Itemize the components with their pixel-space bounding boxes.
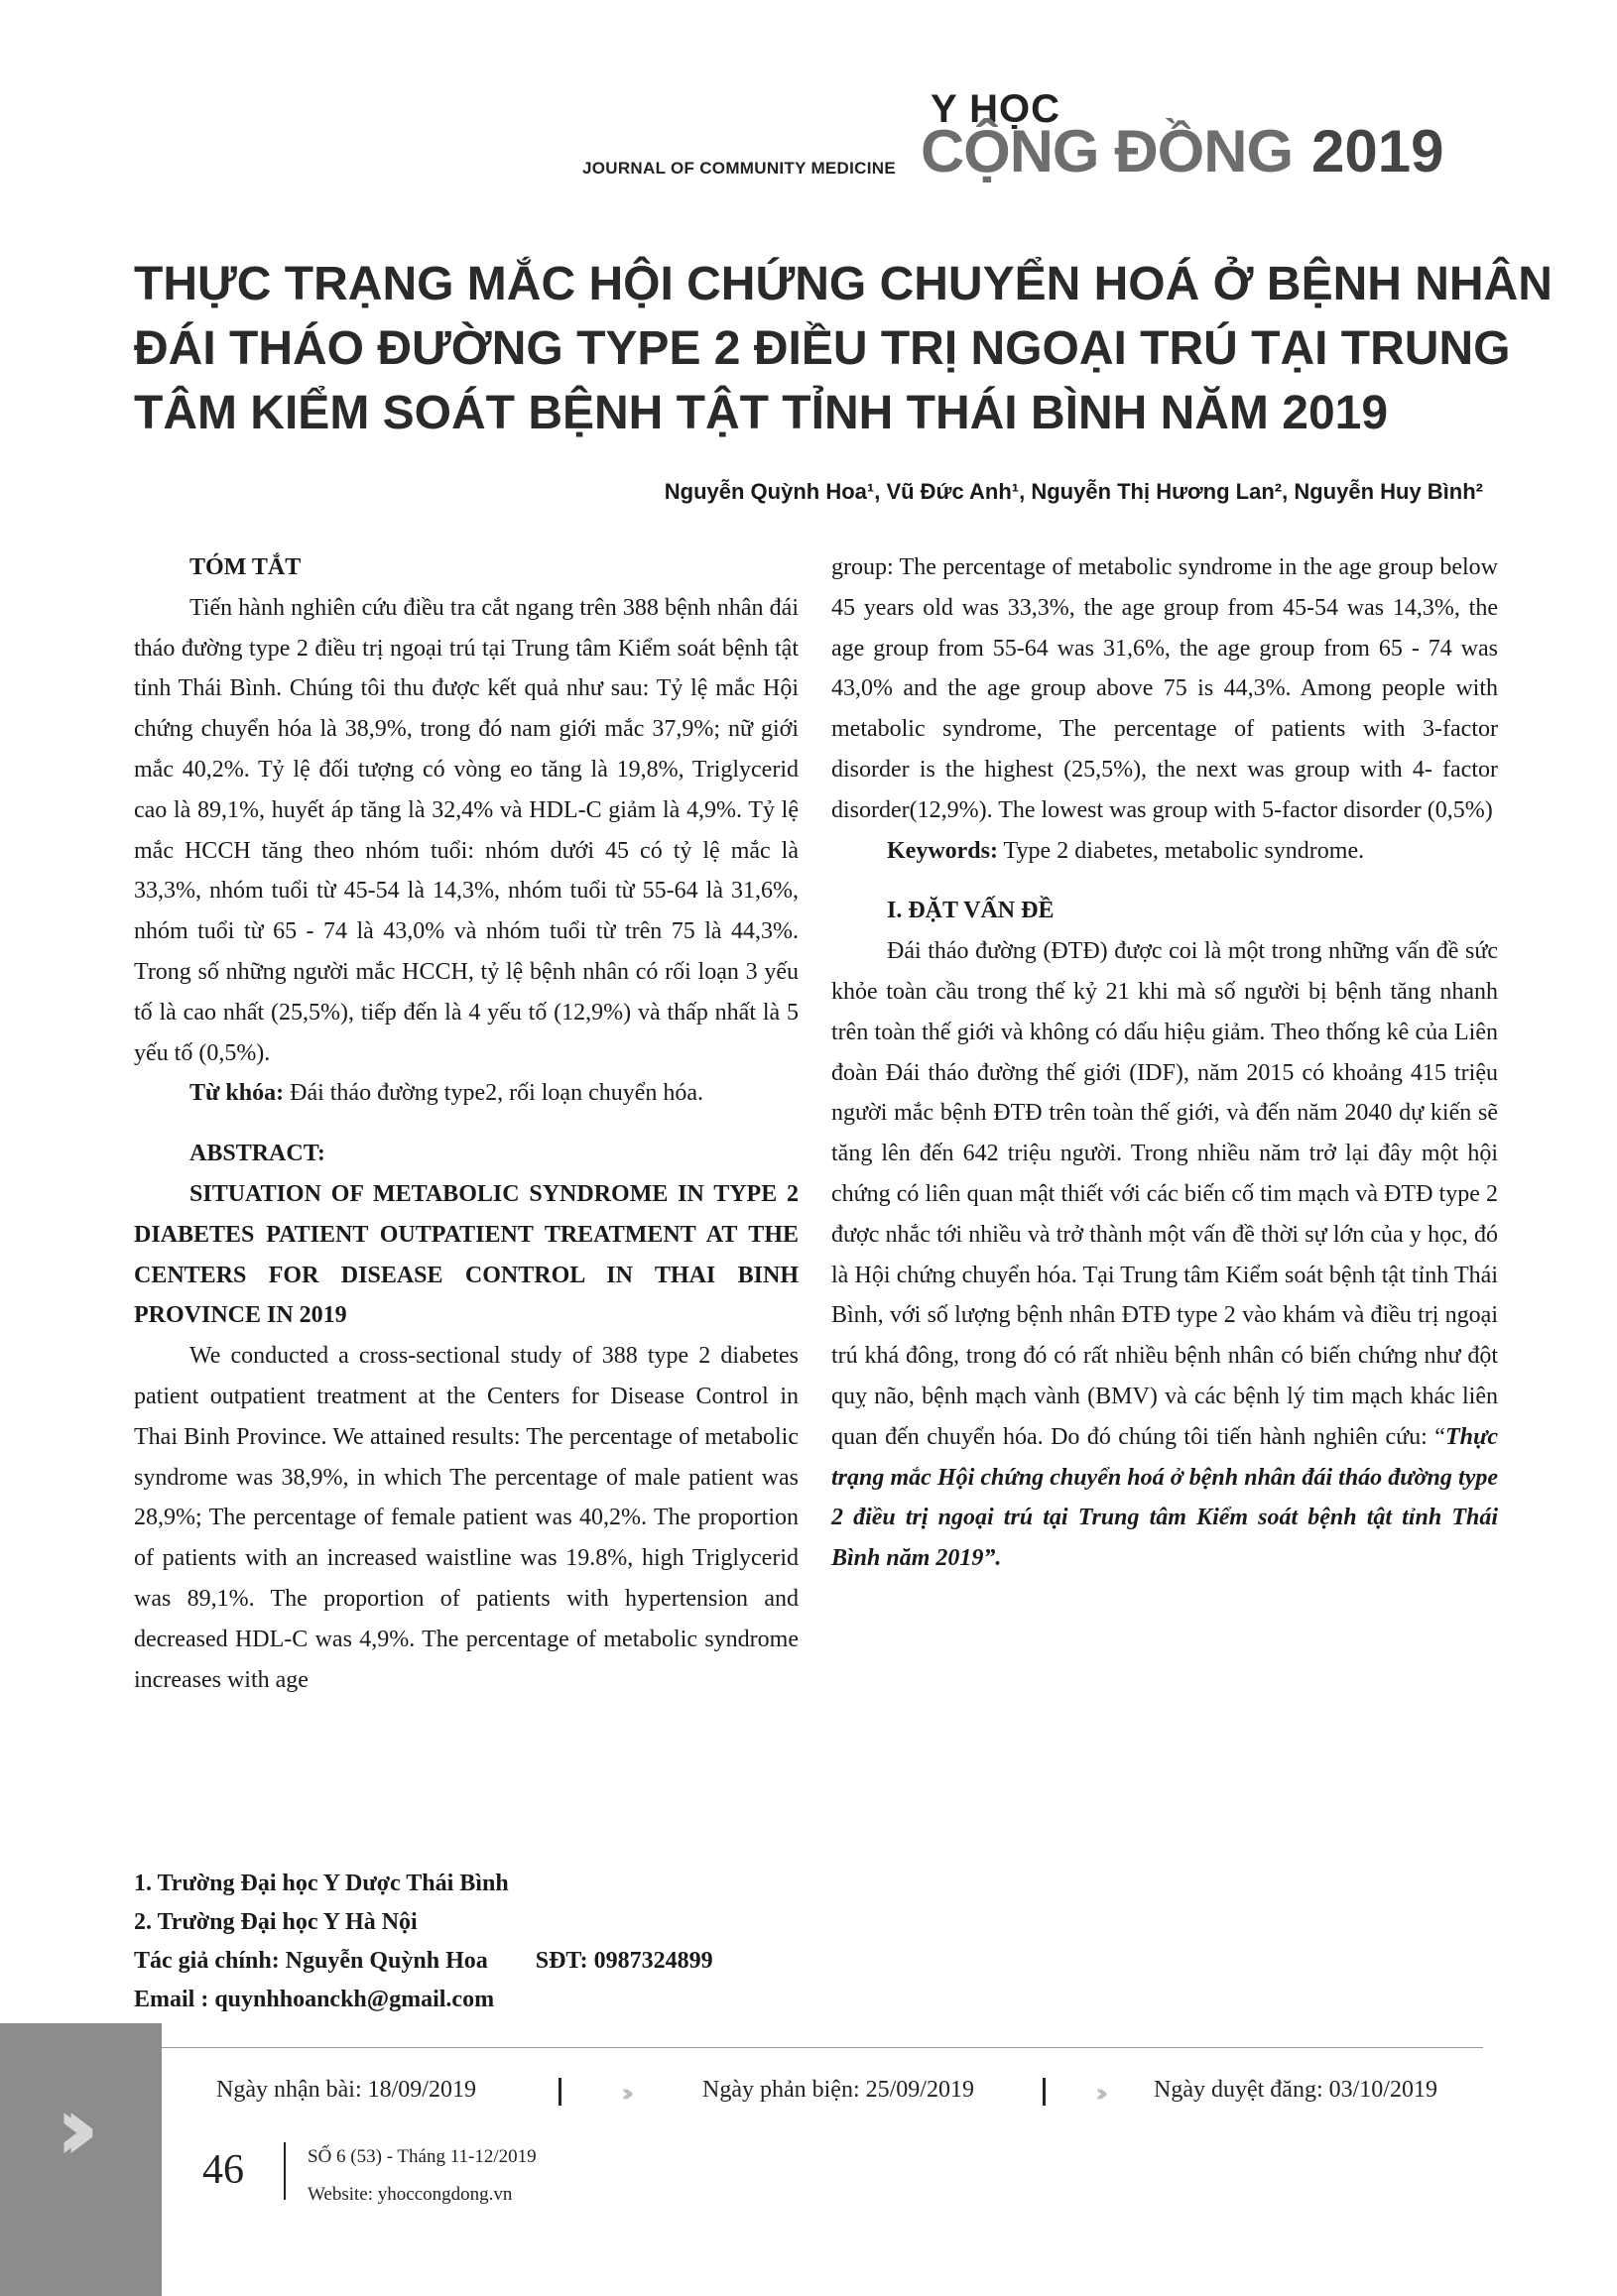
tukhoa-label: Từ khóa: — [189, 1080, 285, 1107]
tukhoa-value: Đái tháo đường type2, rối loạn chuyển hóa. — [284, 1080, 704, 1107]
journal-name-english: JOURNAL OF COMMUNITY MEDICINE — [582, 159, 896, 178]
tomtat-body: Tiến hành nghiên cứu điều tra cắt ngang trên 388 bệnh nhân đái tháo đường type 2 điều trị ngoại trú tại Trung tâm Kiểm soát bệnh tật tỉnh Thái Bình. Chúng tôi thu được kết quả như sau: Tỷ lệ mắc Hội chứng chuyển hóa là 38,9%, trong đó nam giới mắc 37,9%; nữ giới mắc 40,2%. Tỷ lệ đối tượng có vòng eo tăng là 19,8%, Triglycerid cao là 89,1%, huyết áp tăng là 32,4% và HDL-C giảm là 4,9%. Tỷ lệ mắc HCCH tăng theo nhóm tuổi: nhóm dưới 45 có tỷ lệ mắc là 33,3%, nhóm tuổi từ 45-54 là 14,3%, nhóm tuổi từ 55-64 là 31,6%, nhóm tuổi từ 65 - 74 là 43,0% và nhóm tuổi từ trên 75 là 44,3%. Trong số những người mắc HCCH, tỷ lệ bệnh nhân có rối loạn 3 yếu tố là cao nhất (25,5%), tiếp đến là 4 yếu tố (12,9%) và thấp nhất là 5 yếu tố (0,5%). — [134, 594, 799, 1066]
article-title-line: ĐÁI THÁO ĐƯỜNG TYPE 2 ĐIỀU TRỊ NGOẠI TRÚ TẠI TRUNG — [134, 322, 1511, 375]
introduction-body — [831, 931, 1498, 1579]
email: Email : quynhhoanckh@gmail.com — [134, 1987, 495, 2012]
separator — [1043, 2078, 1046, 2106]
section-heading-introduction: I. ĐẶT VẤN ĐỀ — [887, 898, 1055, 924]
affiliations — [134, 1865, 713, 2019]
date-reviewed: Ngày phản biện: 25/09/2019 — [702, 2077, 974, 2103]
journal-year: 2019 — [1311, 118, 1444, 184]
abstract-body: We conducted a cross-sectional study of 388 type 2 diabetes patient outpatient treatment at the Centers for Disease Control in Thai Binh Province. We attained results: The percentage of metabolic syndrome was 38,9%, in which The percentage of male patient was 28,9%; The percentage of female patient was 40,2%. The proportion of patients with an increased waistline was 19.8%, high Triglycerid was 89,1%. The proportion of patients with hypertension and decreased HDL-C was 4,9%. The percentage of metabolic syndrome increases with age — [134, 1343, 799, 1693]
introduction-text: Đái tháo đường (ĐTĐ) được coi là một trong những vấn đề sức khỏe toàn cầu trong thế kỷ 21 khi mà số người bị bệnh tăng nhanh trên toàn thế giới và không có dấu hiệu giảm. Theo thống kê của Liên đoàn Đái tháo đường thế giới (IDF), năm 2015 có khoảng 415 triệu người mắc bệnh ĐTĐ trên toàn thế giới, và đến năm 2040 dự kiến sẽ tăng lên đến 642 triệu người. Trong nhiều năm trở lại đây một hội chứng có liên quan mật thiết với các biến cố tim mạch và ĐTĐ type 2 được nhắc tới nhiều và trở thành một vấn đề thời sự lớn của y học, đó là Hội chứng chuyển hóa. Tại Trung tâm Kiểm soát bệnh tật tỉnh Thái Bình, với số lượng bệnh nhân ĐTĐ type 2 vào khám và điều trị ngoại trú khá đông, trong đó có rất nhiều bệnh nhân có biến chứng như đột quỵ não, bệnh mạch vành (BMV) và các bệnh lý tim mạch khác liên quan đến chuyển hóa. Do đó chúng tôi tiến hành nghiên cứu: “ — [831, 938, 1498, 1450]
affiliation-1: 1. Trường Đại học Y Dược Thái Bình — [134, 1871, 509, 1896]
footer-gray-block — [0, 2023, 162, 2296]
keywords-line — [831, 831, 1498, 872]
tukhoa-line — [134, 1073, 799, 1114]
introduction-study-title: Thực trạng mắc Hội chứng chuyển hoá ở bệnh nhân đái tháo đường type 2 điều trị ngoại trú tại Trung tâm Kiểm soát bệnh tật tỉnh Thái Bình năm 2019”. — [831, 1423, 1498, 1572]
corresponding-author-line — [134, 1942, 713, 1981]
divider — [134, 2047, 1483, 2048]
corresponding-author: Tác giả chính: Nguyễn Quỳnh Hoa — [134, 1948, 488, 1974]
large-double-chevron-icon: ›› — [56, 2077, 70, 2181]
double-chevron-icon: ›› — [621, 2079, 627, 2109]
article-title — [134, 252, 1553, 445]
website: Website: yhoccongdong.vn — [308, 2184, 513, 2205]
double-chevron-icon: ›› — [1095, 2079, 1101, 2109]
abstract-heading: ABSTRACT: — [189, 1141, 325, 1167]
journal-brand-main: CỘNG ĐỒNG — [921, 118, 1294, 184]
article-title-line: THỰC TRẠNG MẮC HỘI CHỨNG CHUYỂN HOÁ Ở BỆNH NHÂN — [134, 258, 1553, 310]
date-received: Ngày nhận bài: 18/09/2019 — [216, 2077, 476, 2103]
tomtat-heading: TÓM TẮT — [189, 554, 302, 580]
author-list: Nguyễn Quỳnh Hoa¹, Vũ Đức Anh¹, Nguyễn Thị Hương Lan², Nguyễn Huy Bình² — [664, 479, 1483, 504]
date-accepted: Ngày duyệt đăng: 03/10/2019 — [1154, 2077, 1437, 2103]
keywords-label: Keywords: — [887, 837, 998, 864]
phone-number: SĐT: 0987324899 — [535, 1948, 713, 1974]
article-title-line: TÂM KIỂM SOÁT BỆNH TẬT TỈNH THÁI BÌNH NĂM 2019 — [134, 387, 1389, 439]
separator — [559, 2078, 561, 2106]
right-column — [831, 547, 1498, 1579]
keywords-value: Type 2 diabetes, metabolic syndrome. — [997, 837, 1365, 864]
footer-divider — [284, 2142, 286, 2200]
abstract-body-continued: group: The percentage of metabolic syndrome in the age group below 45 years old was 33,3%, the age group from 45-54 was 14,3%, the age group from 55-64 was 31,6%, the age group from 65 - 74 was 43,0% and the age group above 75 is 44,3%. Among people with metabolic syndrome, The percentage of patients with 3-factor disorder is the highest (25,5%), the next was group with 4- factor disorder(12,9%). The lowest was group with 5-factor disorder (0,5%) — [831, 554, 1498, 823]
affiliation-2: 2. Trường Đại học Y Hà Nội — [134, 1909, 418, 1935]
journal-brand-top: Y HỌC — [931, 87, 1060, 131]
left-column — [134, 547, 799, 1700]
abstract-title: SITUATION OF METABOLIC SYNDROME IN TYPE 2 DIABETES PATIENT OUTPATIENT TREATMENT AT THE CENTERS FOR DISEASE CONTROL IN THAI BINH PROVINCE IN 2019 — [134, 1180, 799, 1329]
issue-info: SỐ 6 (53) - Tháng 11-12/2019 — [308, 2146, 537, 2167]
page-number: 46 — [202, 2147, 244, 2193]
